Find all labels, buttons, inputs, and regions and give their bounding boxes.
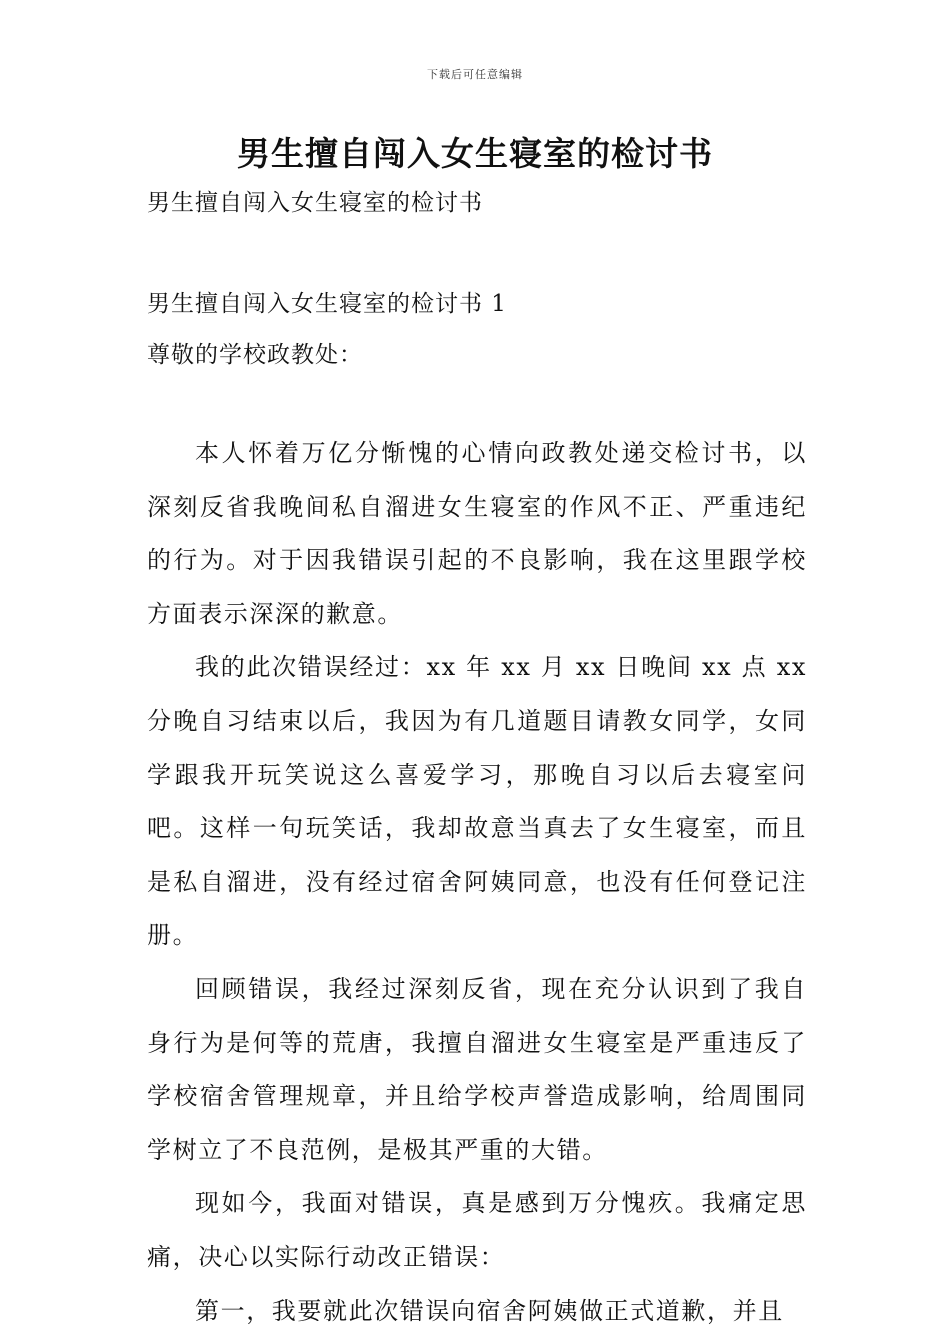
- section-heading: 男生擅自闯入女生寝室的检讨书 1: [147, 291, 507, 317]
- document-title: 男生擅自闯入女生寝室的检讨书: [237, 134, 713, 173]
- paragraph: 我的此次错误经过：xx 年 xx 月 xx 日晚间 xx 点 xx 分晚自习结束以后，我因为有几道题目请教女同学，女同学跟我开玩笑说这么喜爱学习，那晚自习以后去寝室问吧。这样一句玩笑话，我却故意当真去了女生寝室，而且是私自溜进，没有经过宿舍阿姨同意，也没有任何登记注册。: [147, 653, 807, 950]
- paragraph: 回顾错误，我经过深刻反省，现在充分认识到了我自身行为是何等的荒唐，我擅自溜进女生寝室是严重违反了学校宿舍管理规章，并且给学校声誉造成影响，给周围同学树立了不良范例，是极其严重的大错。: [147, 974, 807, 1164]
- paragraph: 现如今，我面对错误，真是感到万分愧疚。我痛定思痛，决心以实际行动改正错误：: [147, 1189, 807, 1271]
- paragraph: 本人怀着万亿分惭愧的心情向政教处递交检讨书，以深刻反省我晚间私自溜进女生寝室的作风不正、严重违纪的行为。对于因我错误引起的不良影响，我在这里跟学校方面表示深深的歉意。: [147, 439, 807, 628]
- salutation: 尊敬的学校政教处：: [147, 342, 363, 368]
- document-subtitle: 男生擅自闯入女生寝室的检讨书: [147, 190, 483, 216]
- paragraph: 第一，我要就此次错误向宿舍阿姨做正式道歉，并且: [195, 1296, 784, 1325]
- document-body: [147, 427, 807, 1338]
- header-note: 下载后可任意编辑: [427, 68, 523, 81]
